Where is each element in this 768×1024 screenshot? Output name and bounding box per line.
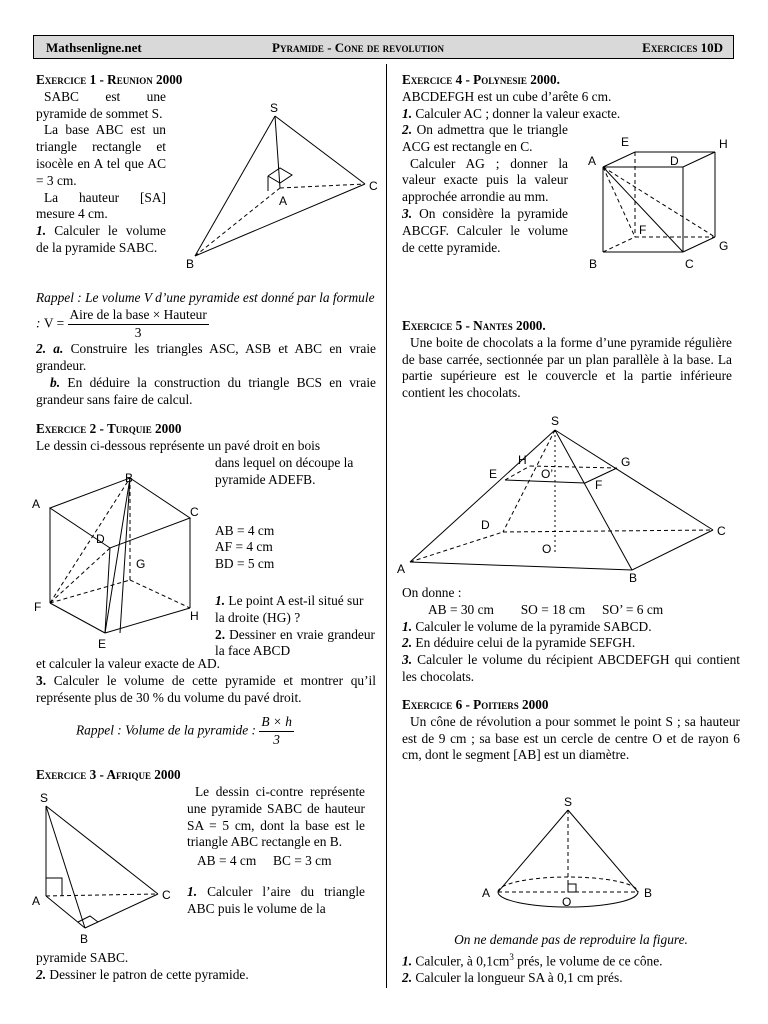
ex5-title: Exercice 5 - Nantes 2000. xyxy=(402,318,546,333)
ex2-head xyxy=(36,421,376,455)
ex6-label-s: S xyxy=(564,795,573,809)
ex3-data xyxy=(197,853,365,870)
ex3-q1-num: 1. xyxy=(187,883,198,899)
ex2-d3: BD = 5 cm xyxy=(215,556,275,572)
ex5-label-h: H xyxy=(518,453,527,467)
ex1-p2: La base ABC est un triangle rectangle et isocèle en A tel que AC = 3 cm. xyxy=(36,122,166,188)
ex4-label-d: D xyxy=(670,154,679,168)
ex2-frac-den: 3 xyxy=(273,732,280,748)
ex5-label-c: C xyxy=(717,524,726,538)
ex2-label-b: B xyxy=(125,471,134,485)
ex2-q2b: et calculer la valeur exacte de AD. xyxy=(36,656,221,671)
ex6-q1-num: 1. xyxy=(402,953,413,969)
ex5-q2 xyxy=(402,635,740,652)
ex4-label-f: F xyxy=(639,223,647,237)
ex1-figure xyxy=(180,96,385,276)
ex5-q3-text: Calculer le volume du récipient ABCDEFGH qui contient les chocolats. xyxy=(402,652,740,684)
ex1-frac-num: Aire de la base × Hauteur xyxy=(68,307,209,325)
ex2-q1-text: Le point A est-il situé sur la droite (HG) ? xyxy=(215,592,364,625)
exercise-code: Exercices 10D xyxy=(642,40,723,55)
ex2-intro-a: Le dessin ci-dessous représente un pavé droit en bois xyxy=(36,437,321,453)
ex1-q2b-text: En déduire la construction du triangle BCS en vraie grandeur sans faire de calcul. xyxy=(36,374,376,407)
ex2-q3-text: Calculer le volume de cette pyramide et montrer qu’il représente plus de 30 % du volume du pavé droit. xyxy=(36,672,376,705)
ex6-p1: Un cône de révolution a pour sommet le point S ; sa hauteur est de 9 cm ; sa base est un cercle de centre O et de rayon 6 cm, dont le segment [AB] est un diamètre. xyxy=(402,713,740,763)
ex1-p1: SABC est une pyramide de sommet S. xyxy=(36,88,166,121)
ex3-title: Exercice 3 - Afrique 2000 xyxy=(36,767,181,782)
ex5-label-e: E xyxy=(489,467,498,481)
ex5-q1-num: 1. xyxy=(402,618,413,634)
ex3-d1: AB = 4 cm xyxy=(197,853,257,869)
ex1-q2b xyxy=(36,375,376,409)
ex2-q3-num: 3. xyxy=(36,672,47,688)
ex5-q1 xyxy=(402,619,740,636)
ex3-p1: Le dessin ci-contre représente une pyramide SABC de hauteur SA = 5 cm, dont la base est le triangle ABC rectangle en B. xyxy=(187,784,365,850)
ex4-q1-num: 1. xyxy=(402,105,413,121)
page-title: Pyramide - Cone de revolution xyxy=(272,40,444,55)
ex3-label-c: C xyxy=(162,888,171,902)
ex5-label-d: D xyxy=(481,518,490,532)
ex2-rappel xyxy=(76,714,376,749)
ex5-rest xyxy=(402,585,740,686)
ex2-formula xyxy=(259,714,294,749)
ex2-label-a: A xyxy=(32,497,41,511)
ex4-q2-num: 2. xyxy=(402,122,413,137)
ex1-p3: La hauteur [SA] mesure 4 cm. xyxy=(36,189,166,222)
ex2-side xyxy=(215,455,375,660)
ex2-frac-num: B × h xyxy=(259,714,294,732)
ex6-q1-text-a: Calculer, à 0,1cm xyxy=(415,953,510,969)
ex5-label-a: A xyxy=(397,562,406,576)
page-header xyxy=(33,35,734,59)
ex3-d2: BC = 3 cm xyxy=(273,853,332,869)
ex4-q1 xyxy=(402,106,742,123)
ex4-label-c: C xyxy=(685,257,694,271)
ex1-label-s: S xyxy=(270,101,279,115)
ex6-head xyxy=(402,697,740,764)
ex5-label-op: O’ xyxy=(541,467,553,481)
ex6-label-b: B xyxy=(644,886,653,900)
ex6-note: On ne demande pas de reproduire la figure. xyxy=(454,932,688,947)
ex2-label-e: E xyxy=(98,637,107,651)
ex2-label-h: H xyxy=(190,609,199,623)
ex4-label-b: B xyxy=(589,257,598,271)
column-divider xyxy=(386,64,387,988)
ex6-q1-text-b: prés, le volume de ce cône. xyxy=(513,953,663,969)
ex4-q3-text: On considère la pyramide ABCGF. Calculer le volume de cette pyramide. xyxy=(402,205,568,255)
ex2-rappel-text: Rappel : Volume de la pyramide : xyxy=(76,722,256,738)
ex2-q2-text: Dessiner en vraie grandeur la face ABCD xyxy=(215,626,375,659)
ex3-figure xyxy=(30,788,180,948)
ex5-label-b: B xyxy=(629,571,638,585)
ex1-q1 xyxy=(36,223,166,257)
ex5-q3 xyxy=(402,652,740,686)
ex3-label-s: S xyxy=(40,791,49,805)
ex3-q2-num: 2. xyxy=(36,966,47,982)
ex3-q1-text: Calculer l’aire du triangle ABC puis le volume de la xyxy=(187,883,365,916)
ex3-head xyxy=(36,767,236,784)
ex6-rest xyxy=(402,932,740,987)
ex4-q1-text: Calculer AC ; donner la valeur exacte. xyxy=(415,105,621,121)
ex4-label-e: E xyxy=(621,135,630,149)
ex1-q1-text: Calculer le volume de la pyramide SABC. xyxy=(36,223,166,255)
ex2-label-f: F xyxy=(34,600,42,614)
ex3-q2 xyxy=(36,967,376,984)
ex5-q2-num: 2. xyxy=(402,635,413,651)
ex1-q2a xyxy=(36,341,376,375)
ex1-intro xyxy=(36,72,183,257)
ex1-v-eq: V = xyxy=(43,315,65,331)
ex6-q2-text: Calculer la longueur SA à 0,1 cm prés. xyxy=(415,970,623,986)
ex1-label-a: A xyxy=(279,194,288,208)
ex6-q2 xyxy=(402,970,740,987)
ex1-label-b: B xyxy=(186,257,195,271)
ex3-q2-text: Dessiner le patron de cette pyramide. xyxy=(49,966,249,982)
ex4-head xyxy=(402,72,742,122)
ex6-q1 xyxy=(402,949,740,970)
ex5-donne: On donne : xyxy=(402,585,462,600)
ex1-rest xyxy=(36,290,376,409)
ex3-label-b: B xyxy=(80,932,89,946)
ex2-q2-num: 2. xyxy=(215,626,226,642)
ex5-q1-text: Calculer le volume de la pyramide SABCD. xyxy=(415,618,652,634)
ex4-p1: ABCDEFGH est un cube d’arête 6 cm. xyxy=(402,88,612,104)
ex2-label-c: C xyxy=(190,505,199,519)
ex6-q1-sup: 3 xyxy=(509,951,514,962)
ex6-label-a: A xyxy=(482,886,491,900)
ex5-figure xyxy=(395,410,740,590)
ex5-label-o: O xyxy=(542,542,552,556)
ex5-d2: SO = 18 cm xyxy=(520,601,586,617)
ex5-d1: AB = 30 cm xyxy=(428,601,494,617)
ex5-head xyxy=(402,318,732,402)
ex4-label-a: A xyxy=(588,154,597,168)
ex1-formula xyxy=(68,307,209,342)
ex4-title: Exercice 4 - Polynesie 2000. xyxy=(402,72,560,87)
ex6-figure xyxy=(470,790,670,915)
ex5-label-f: F xyxy=(595,478,603,492)
ex4-q3 xyxy=(402,206,568,256)
ex4-label-g: G xyxy=(719,239,729,253)
ex3-q1b: pyramide SABC. xyxy=(36,950,129,965)
ex6-label-o: O xyxy=(562,895,572,909)
ex2-q1 xyxy=(215,593,375,627)
ex4-side xyxy=(402,122,568,256)
ex5-q3-num: 3. xyxy=(402,652,413,668)
ex2-title: Exercice 2 - Turquie 2000 xyxy=(36,421,182,436)
ex5-d3: SO’ = 6 cm xyxy=(601,601,664,617)
ex3-label-a: A xyxy=(32,894,41,908)
ex5-label-s: S xyxy=(551,414,560,428)
ex5-label-g: G xyxy=(621,455,631,469)
ex4-q3-num: 3. xyxy=(402,205,413,221)
ex1-q2b-num: b. xyxy=(50,374,61,390)
ex2-label-g: G xyxy=(136,557,146,571)
ex1-q1-num: 1. xyxy=(36,223,47,239)
ex2-q3 xyxy=(36,673,376,707)
ex2-rest xyxy=(36,656,376,749)
ex2-label-d: D xyxy=(96,532,105,546)
ex4-figure xyxy=(585,132,765,272)
ex1-q2a-num: 2. a. xyxy=(36,341,64,357)
ex4-q2-text: On admettra que le triangle ACG est rectangle en C. xyxy=(402,122,568,154)
ex2-figure xyxy=(30,468,215,653)
ex1-rappel xyxy=(36,290,376,341)
ex3-rest xyxy=(36,950,376,984)
ex2-intro-b: dans lequel on découpe la pyramide ADEFB. xyxy=(215,455,354,487)
ex3-q1 xyxy=(187,884,365,918)
ex1-q2a-text: Construire les triangles ASC, ASB et ABC en vraie grandeur. xyxy=(36,341,376,374)
ex1-label-c: C xyxy=(369,179,378,193)
ex5-data xyxy=(428,602,740,619)
ex2-q1-num: 1. xyxy=(215,592,226,608)
ex4-q2 xyxy=(402,122,568,156)
ex1-title: Exercice 1 - Reunion 2000 xyxy=(36,72,183,87)
site-name: Mathsenligne.net xyxy=(46,40,142,55)
ex1-frac-den: 3 xyxy=(134,324,142,340)
ex2-d1: AB = 4 cm xyxy=(215,522,275,538)
ex4-label-h: H xyxy=(719,137,728,151)
ex1-rappel-text: Rappel : Le volume V d’une pyramide est donné par la formule : xyxy=(36,290,375,331)
ex5-q2-text: En déduire celui de la pyramide SEFGH. xyxy=(415,635,636,651)
ex5-p1: Une boite de chocolats a la forme d’une pyramide régulière de base carrée, sectionnée par un plan parallèle à la base. La partie supérieure est le couvercle et la partie inférieure contient les chocolats. xyxy=(402,334,732,401)
ex3-side xyxy=(187,784,365,918)
ex6-q2-num: 2. xyxy=(402,970,413,986)
ex4-q2b: Calculer AG ; donner la valeur exacte puis la valeur approchée arrondie au mm. xyxy=(402,155,568,205)
ex6-title: Exercice 6 - Poitiers 2000 xyxy=(402,697,549,712)
ex2-d2: AF = 4 cm xyxy=(215,539,273,555)
